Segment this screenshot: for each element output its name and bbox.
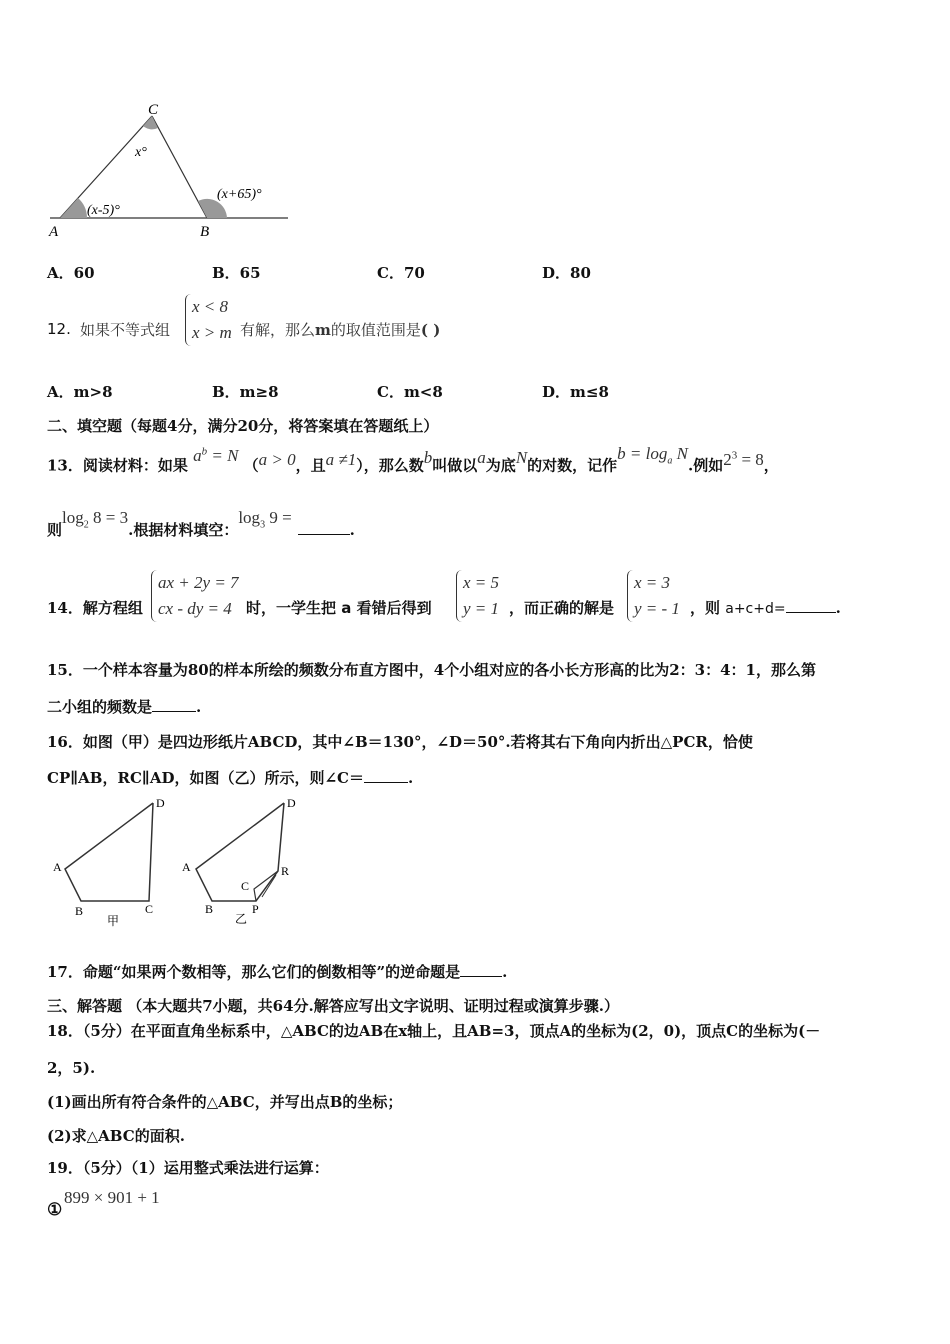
label-c: C (241, 879, 250, 893)
angle-ext-label: (x+65)° (217, 187, 262, 202)
q13-t9: ， (763, 456, 779, 475)
q12-suffix-m: m (315, 321, 331, 339)
q18-part2: (2)求△ABC的面积. (47, 1127, 185, 1145)
label-r: R (281, 864, 290, 878)
q13-l2-m2-rest: 9 = (265, 508, 292, 527)
label-p: P (252, 902, 259, 916)
q14-mid1 (246, 597, 432, 618)
q18-part1: (1)画出所有符合条件的△ABC，并写出点B的坐标； (47, 1093, 403, 1111)
q14-sys1-line2: cx - dy = 4 (158, 599, 232, 618)
q13-line1 (47, 441, 779, 481)
q14-system-given (151, 570, 239, 622)
q18-line1: 18．（5分）在平面直角坐标系中，△ABC的边AB在x轴上，且AB=3，顶点A的坐标为(2，0)，顶点C的坐标为(－ (47, 1022, 821, 1040)
q13-t4: ），那么数 (356, 456, 424, 475)
q16-line1: 16．如图（甲）是四边形纸片ABCD，其中∠B＝130°，∠D＝50°.若将其右下角向内折出△PCR，恰使 (47, 733, 753, 751)
q12-ineq-line1: x < 8 (192, 297, 229, 316)
angle-c-label: x° (135, 145, 147, 160)
q14-t5: ，则 (690, 599, 721, 617)
section2-heading: 二、填空题（每题4分，满分20分，将答案填在答题纸上） (47, 417, 439, 435)
q13-m7-rest: N (672, 443, 688, 463)
q16-answer-blank[interactable] (364, 768, 408, 783)
label-a: A (182, 860, 191, 874)
q19-expression: 899 × 901 + 1 (64, 1188, 160, 1207)
q12-suffix-b: 的取值范围是 (330, 321, 421, 339)
q16-end: . (407, 769, 414, 787)
q14-sys2-line2: y = 1 (463, 599, 500, 618)
label-b: B (200, 224, 210, 240)
q13-t6: 为底 (485, 456, 516, 475)
q14-sys1-line1: ax + 2y = 7 (158, 573, 239, 592)
q11-option-a[interactable]: A．60 (47, 264, 95, 282)
q13-m2: a > 0 (258, 449, 296, 469)
q13-l2-m1-rest: 8 = 3 (88, 508, 129, 527)
q12-ineq-line2: x > m (192, 323, 232, 342)
q13-m5: a (477, 447, 486, 467)
q16-line2-text: CP∥AB，RC∥AD，如图（乙）所示，则∠C＝ (47, 769, 364, 787)
q13-m4: b (423, 447, 433, 467)
q17-answer-blank[interactable] (460, 962, 502, 977)
q12-number: 12. (47, 320, 71, 338)
q19-marker: ① (47, 1200, 63, 1220)
q13-t2: （ (243, 456, 259, 475)
q12-option-c[interactable]: C．m<8 (377, 383, 443, 401)
q12-prefix: 如果不等式组 (80, 321, 171, 339)
q13-l2-m2-sub: 3 (260, 519, 266, 531)
q14-sys2-line1: x = 5 (463, 573, 500, 592)
label-a: A (49, 224, 59, 240)
q11-triangle-figure (45, 100, 295, 245)
q17-text: 17．命题“如果两个数相等，那么它们的倒数相等”的逆命题是 (47, 963, 461, 981)
quad-folded (196, 803, 284, 901)
q19-line1: 19．（5分）（1）运用整式乘法进行运算： (47, 1159, 329, 1177)
q13-t7: 的对数，记作 (527, 456, 618, 475)
q12-option-a[interactable]: A．m>8 (47, 383, 113, 401)
q13-t3: ，且 (295, 456, 326, 475)
q13-l2-m1: log (62, 508, 84, 527)
q13-l2-t1: 则 (47, 521, 63, 539)
q13-m7-sub: a (667, 455, 673, 467)
q16-figure-yi (178, 795, 303, 930)
q14-system-wrong (456, 570, 499, 622)
label-b: B (75, 904, 84, 918)
q11-option-c[interactable]: C．70 (377, 264, 425, 282)
section3-heading: 三、解答题 （本大题共7小题，共64分.解答应写出文字说明、证明过程或演算步骤.） (47, 997, 619, 1015)
q13-m1: a (193, 445, 202, 465)
caption-jia: 甲 (107, 914, 120, 928)
q15-answer-blank[interactable] (152, 697, 196, 712)
q14-answer-blank[interactable] (786, 600, 836, 613)
q14-t3: 看错后得到 (356, 599, 432, 617)
q13-m1-rest: = N (207, 445, 239, 465)
label-c: C (145, 902, 154, 916)
q18-line2: 2，5). (47, 1059, 96, 1077)
q12-option-b[interactable]: B．m≥8 (212, 383, 279, 401)
label-b: B (205, 902, 214, 916)
q13-m6: N (515, 447, 528, 467)
q12-suffix (240, 319, 440, 340)
q15-line2-text: 二小组的频数是 (47, 698, 153, 716)
caption-yi: 乙 (235, 912, 248, 926)
q13-m7: b = log (617, 443, 668, 463)
q14-t1: 14．解方程组 (47, 599, 143, 617)
q14-t6: . (835, 599, 841, 617)
q12-inequality-system (185, 294, 232, 346)
q13-t5: 叫做以 (432, 456, 478, 475)
q15-line2 (47, 696, 201, 717)
label-d: D (287, 796, 296, 810)
q13-m8-sup: 3 (731, 449, 738, 461)
q14-t2: 时，一学生把 (246, 599, 337, 617)
label-c: C (148, 102, 159, 118)
q14-sys3-line1: x = 3 (634, 573, 671, 592)
q13-l2-m1-sub: 2 (83, 519, 89, 531)
side-cb (152, 116, 207, 218)
q13-m1-sup: b (201, 445, 208, 457)
q13-t1: 13．阅读材料：如果 (47, 456, 188, 475)
q17-end: . (502, 963, 508, 981)
q16-figure-jia (45, 795, 175, 930)
q13-m8-rest: = 8 (737, 449, 764, 469)
angle-a-arc (60, 198, 87, 218)
angle-a-label: (x-5)° (87, 203, 120, 218)
q14-t4: ，而正确的解是 (509, 599, 615, 617)
quad-abcd (65, 803, 153, 901)
q12-paren: ( ) (420, 321, 441, 339)
q11-option-d[interactable]: D．80 (542, 264, 591, 282)
q12-option-d[interactable]: D．m≤8 (542, 383, 609, 401)
q14-expr: a+c+d= (725, 601, 786, 617)
q15-end: . (196, 698, 202, 716)
q13-line2 (47, 510, 355, 550)
q13-l2-m2: log (238, 508, 261, 527)
q13-m3: a ≠1 (325, 449, 357, 469)
q13-t8: .例如 (687, 456, 724, 475)
q16-line2 (47, 767, 413, 788)
q11-option-b[interactable]: B．65 (212, 264, 261, 282)
label-a: A (53, 860, 62, 874)
label-d: D (156, 796, 165, 810)
q14-end (690, 597, 841, 618)
q17-line (47, 961, 507, 982)
q13-l2-t2: .根据材料填空： (128, 521, 239, 539)
q14-system-correct (627, 570, 680, 622)
q15-line1: 15．一个样本容量为80的样本所绘的频数分布直方图中，4个小组对应的各小长方形高的比为2：3：4：1，那么第 (47, 661, 816, 679)
q12-suffix-a: 有解，那么 (240, 321, 316, 339)
q13-m8: 2 (723, 449, 732, 469)
q14-sys3-line2: y = - 1 (634, 599, 680, 618)
q14-letter: a (341, 599, 352, 617)
q13-l2-t3: . (349, 521, 355, 539)
q13-answer-blank[interactable] (298, 520, 350, 535)
